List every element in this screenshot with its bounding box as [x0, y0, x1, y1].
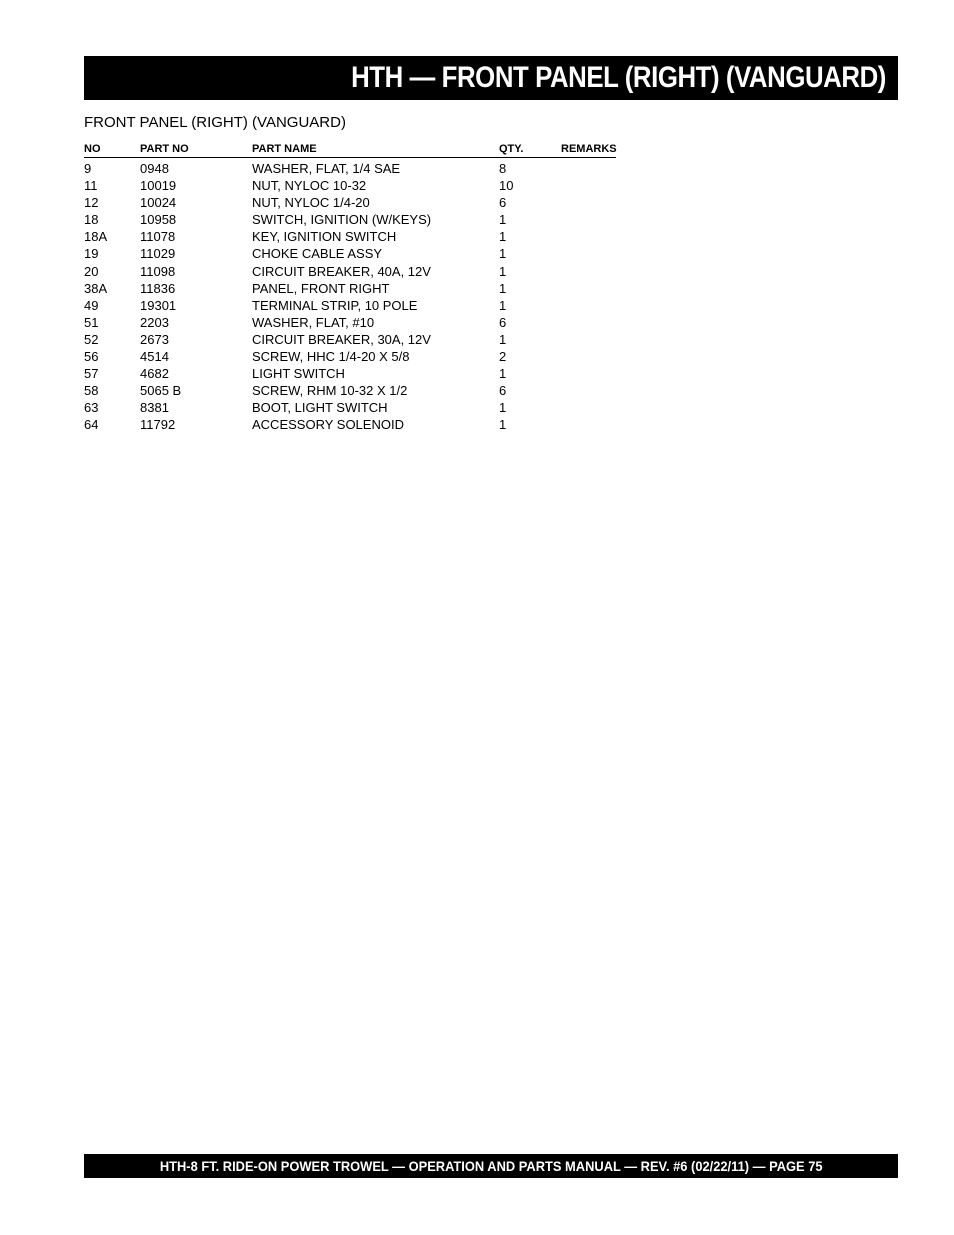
cell-remarks	[561, 382, 616, 399]
table-row	[84, 365, 616, 382]
cell-qty: 10	[499, 178, 514, 194]
cell-part-no: 11029	[140, 246, 176, 262]
table-row	[84, 194, 616, 211]
cell-qty: 6	[499, 195, 507, 211]
footer-bar	[84, 1154, 898, 1178]
cell-qty: 8	[499, 161, 507, 176]
column-header-qty: QTY.	[499, 143, 524, 155]
column-header-remarks: REMARKS	[561, 143, 617, 155]
parts-table	[84, 142, 616, 434]
cell-part-name: CIRCUIT BREAKER, 30A, 12V	[252, 331, 431, 347]
cell-qty: 1	[499, 417, 507, 433]
cell-remarks	[561, 314, 616, 331]
cell-no: 64	[84, 417, 99, 433]
cell-part-no: 10024	[140, 195, 177, 211]
cell-part-no: 11098	[140, 263, 176, 279]
cell-part-name: NUT, NYLOC 1/4-20	[252, 195, 370, 211]
cell-no: 9	[84, 161, 92, 176]
cell-part-name: SCREW, HHC 1/4-20 X 5/8	[252, 349, 410, 365]
cell-part-no: 0948	[140, 161, 169, 176]
table-row	[84, 297, 616, 314]
cell-no: 56	[84, 349, 99, 365]
column-header-part-no: PART NO	[140, 143, 189, 155]
cell-part-name: PANEL, FRONT RIGHT	[252, 280, 390, 296]
cell-part-name: SWITCH, IGNITION (W/KEYS)	[252, 212, 432, 228]
table-row	[84, 160, 616, 177]
cell-remarks	[561, 280, 616, 297]
cell-part-name: CHOKE CABLE ASSY	[252, 246, 383, 262]
table-body	[84, 160, 616, 434]
cell-remarks	[561, 416, 616, 433]
cell-part-no: 11078	[140, 229, 176, 245]
cell-qty: 6	[499, 314, 507, 330]
cell-qty: 1	[499, 263, 507, 279]
page-title-bar	[84, 56, 898, 100]
cell-remarks	[561, 245, 616, 262]
cell-qty: 1	[499, 280, 507, 296]
cell-part-no: 4514	[140, 349, 169, 365]
cell-part-no: 2203	[140, 314, 169, 330]
table-row	[84, 399, 616, 416]
cell-qty: 1	[499, 400, 507, 416]
column-header-part-name: PART NAME	[252, 143, 317, 155]
cell-qty: 1	[499, 229, 507, 245]
cell-part-no: 2673	[140, 331, 169, 347]
cell-qty: 2	[499, 349, 507, 365]
cell-part-no: 11792	[140, 417, 176, 433]
cell-no: 51	[84, 314, 99, 330]
cell-remarks	[561, 263, 616, 280]
cell-part-name: NUT, NYLOC 10-32	[252, 178, 367, 194]
cell-part-name: WASHER, FLAT, #10	[252, 314, 375, 330]
table-row	[84, 211, 616, 228]
table-header	[84, 142, 616, 158]
cell-remarks	[561, 177, 616, 194]
table-row	[84, 280, 616, 297]
cell-qty: 1	[499, 297, 507, 313]
cell-remarks	[561, 160, 616, 177]
cell-part-no: 8381	[140, 400, 169, 416]
cell-part-name: SCREW, RHM 10-32 X 1/2	[252, 383, 408, 399]
cell-qty: 1	[499, 331, 507, 347]
table-row	[84, 416, 616, 433]
cell-remarks	[561, 348, 616, 365]
cell-part-name: KEY, IGNITION SWITCH	[252, 229, 397, 245]
cell-remarks	[561, 194, 616, 211]
cell-remarks	[561, 365, 616, 382]
cell-no: 12	[84, 195, 99, 211]
cell-part-name: ACCESSORY SOLENOID	[252, 417, 404, 433]
table-row	[84, 177, 616, 194]
cell-part-name: LIGHT SWITCH	[252, 366, 345, 382]
cell-part-no: 11836	[140, 280, 176, 296]
cell-no: 18	[84, 212, 99, 228]
cell-remarks	[561, 331, 616, 348]
cell-part-name: WASHER, FLAT, 1/4 SAE	[252, 161, 401, 176]
table-row	[84, 245, 616, 262]
footer-text: HTH-8 FT. RIDE-ON POWER TROWEL — OPERATION AND PARTS MANUAL — REV. #6 (02/22/11) — PAGE 75	[159, 1158, 823, 1174]
cell-part-name: CIRCUIT BREAKER, 40A, 12V	[252, 263, 431, 279]
table-row	[84, 382, 616, 399]
cell-remarks	[561, 228, 616, 245]
cell-qty: 1	[499, 212, 507, 228]
cell-part-no: 10958	[140, 212, 177, 228]
cell-no: 11	[84, 178, 98, 194]
cell-qty: 6	[499, 383, 507, 399]
table-row	[84, 331, 616, 348]
table-row	[84, 263, 616, 280]
table-row	[84, 314, 616, 331]
cell-part-no: 5065 B	[140, 383, 182, 399]
page-title: HTH — FRONT PANEL (RIGHT) (VANGUARD)	[351, 61, 886, 94]
cell-remarks	[561, 211, 616, 228]
cell-no: 52	[84, 331, 99, 347]
cell-qty: 1	[499, 366, 507, 382]
cell-part-name: TERMINAL STRIP, 10 POLE	[252, 297, 418, 313]
table-row	[84, 348, 616, 365]
cell-no: 38A	[84, 280, 108, 296]
cell-remarks	[561, 399, 616, 416]
cell-no: 20	[84, 263, 99, 279]
cell-no: 57	[84, 366, 99, 382]
cell-no: 49	[84, 297, 99, 313]
cell-remarks	[561, 297, 616, 314]
table-row	[84, 228, 616, 245]
cell-no: 19	[84, 246, 99, 262]
section-title: FRONT PANEL (RIGHT) (VANGUARD)	[84, 114, 346, 131]
cell-no: 18A	[84, 229, 108, 245]
cell-qty: 1	[499, 246, 507, 262]
cell-part-name: BOOT, LIGHT SWITCH	[252, 400, 388, 416]
cell-part-no: 19301	[140, 297, 177, 313]
cell-no: 63	[84, 400, 99, 416]
cell-no: 58	[84, 383, 99, 399]
cell-part-no: 4682	[140, 366, 169, 382]
column-header-no: NO	[84, 143, 101, 155]
cell-part-no: 10019	[140, 178, 177, 194]
